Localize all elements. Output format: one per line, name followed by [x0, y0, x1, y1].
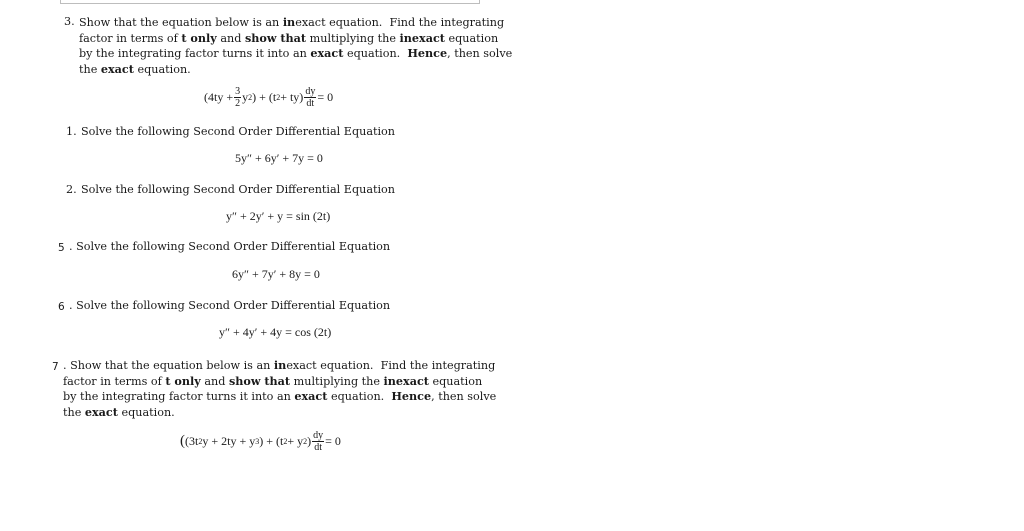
equation-problem-2: [226, 209, 330, 224]
text-line: [79, 31, 512, 47]
denominator: dt: [314, 442, 322, 453]
eq-part: y: [242, 90, 249, 104]
numerator: dy: [305, 86, 316, 97]
text-segment: multiplying the: [290, 374, 384, 388]
equation-text: y″ + 2y′ + y = sin (2t): [226, 209, 331, 223]
text-segment: by the integrating factor turns it into an: [79, 47, 311, 61]
numerator: dy: [313, 430, 324, 441]
fraction: [234, 86, 241, 109]
text-segment: equation.: [327, 390, 392, 404]
bold-segment: show that: [228, 373, 291, 388]
bold-segment: Hence: [407, 46, 448, 61]
equation-text: 5y″ + 6y′ + 7y = 0: [235, 151, 323, 165]
equation-problem-7: ( (3t 2 y + 2ty + y 3 ) + (t 2 + y 2 ) $\frac{dy}{dt}$ = 0: [180, 430, 341, 453]
problem-number: 1.: [66, 125, 77, 138]
text-line: [63, 358, 496, 374]
text-segment: . Show that the equation below is an: [63, 359, 274, 372]
problem-text: [79, 15, 512, 77]
bold-segment: show that: [244, 30, 307, 45]
bold-segment: t only: [181, 30, 217, 45]
text-segment: . Solve the following Second Order Differential Equation: [69, 299, 391, 312]
problem-number: 3.: [64, 15, 75, 28]
text-line: [63, 405, 496, 421]
bold-segment: inexact: [383, 373, 429, 388]
text-segment: exact equation. Find the integrating: [295, 16, 505, 29]
equation-problem-3: (4ty + $\frac{3}{2}$ y 2 ) + (t 2 + ty) $\frac{dy}{dt}$ = 0: [204, 86, 334, 109]
text-segment: equation.: [117, 405, 175, 419]
problem-number: 5: [58, 242, 65, 254]
text-segment: exact equation. Find the integrating: [286, 359, 496, 372]
text-line: [63, 389, 496, 405]
eq-part: + ty): [280, 90, 304, 104]
eq-part: = 0: [325, 434, 341, 448]
equation-problem-5: [232, 267, 320, 282]
open-paren: (: [180, 433, 185, 449]
denominator: dt: [306, 98, 315, 109]
eq-part: ) + (t: [259, 434, 284, 448]
text-line: [79, 46, 512, 62]
text-segment: Show that the equation below is an: [79, 16, 283, 29]
eq-part: y + 2ty + y: [202, 434, 256, 448]
page-top-border: [60, 0, 480, 4]
text-segment: multiplying the: [306, 31, 400, 45]
eq-part: (3t: [185, 434, 199, 448]
bold-segment: exact: [294, 389, 328, 404]
text-segment: , then solve: [447, 47, 513, 61]
bold-segment: Hence: [391, 389, 432, 404]
eq-part: + y: [287, 434, 304, 448]
eq-part: ): [307, 434, 312, 448]
bold-segment: inexact: [399, 30, 445, 45]
bold-segment: exact: [84, 404, 118, 419]
text-segment: the: [63, 405, 85, 419]
text-segment: , then solve: [431, 390, 497, 404]
text-segment: the: [79, 62, 101, 76]
text-segment: factor in terms of: [79, 31, 182, 45]
problem-text: [63, 358, 496, 420]
text-segment: by the integrating factor turns it into an: [63, 390, 295, 404]
derivative-fraction: [312, 430, 324, 453]
derivative-fraction: [304, 86, 316, 109]
denominator: 2: [235, 98, 241, 109]
eq-part: ) + (t: [252, 90, 277, 104]
equation-problem-6: [219, 325, 331, 340]
text-segment: factor in terms of: [63, 374, 166, 388]
eq-part: (4ty +: [204, 90, 234, 104]
text-line: [81, 125, 395, 140]
numerator: 3: [235, 86, 241, 97]
problem-text: [81, 183, 395, 198]
text-segment: and: [216, 31, 245, 45]
problem-text: [69, 240, 390, 255]
equation-text: 6y″ + 7y′ + 8y = 0: [232, 267, 320, 281]
bold-segment: exact: [100, 61, 134, 76]
text-segment: Solve the following Second Order Differential Equation: [81, 125, 395, 138]
bold-segment: t only: [165, 373, 201, 388]
text-line: [69, 299, 390, 314]
problem-text: [81, 125, 395, 140]
text-line: [63, 374, 496, 390]
text-line: [79, 62, 512, 78]
text-segment: Solve the following Second Order Differential Equation: [81, 183, 395, 196]
problem-number: 2.: [66, 183, 77, 196]
equation-problem-1: [235, 151, 323, 166]
bold-segment: exact: [310, 46, 344, 61]
bold-segment: in: [273, 358, 287, 372]
text-segment: equation: [444, 31, 499, 45]
problem-number: 6: [58, 301, 65, 313]
text-line: [69, 240, 390, 255]
eq-part: = 0: [317, 90, 334, 104]
text-segment: . Solve the following Second Order Differential Equation: [69, 240, 391, 253]
text-segment: equation.: [343, 47, 408, 61]
text-segment: and: [200, 374, 229, 388]
text-segment: equation: [428, 374, 483, 388]
problem-text: [69, 299, 390, 314]
text-line: [79, 15, 512, 31]
problem-number: 7: [52, 361, 59, 373]
text-segment: equation.: [133, 62, 191, 76]
text-line: [81, 183, 395, 198]
bold-segment: in: [282, 15, 296, 29]
equation-text: y″ + 4y′ + 4y = cos (2t): [219, 325, 332, 339]
